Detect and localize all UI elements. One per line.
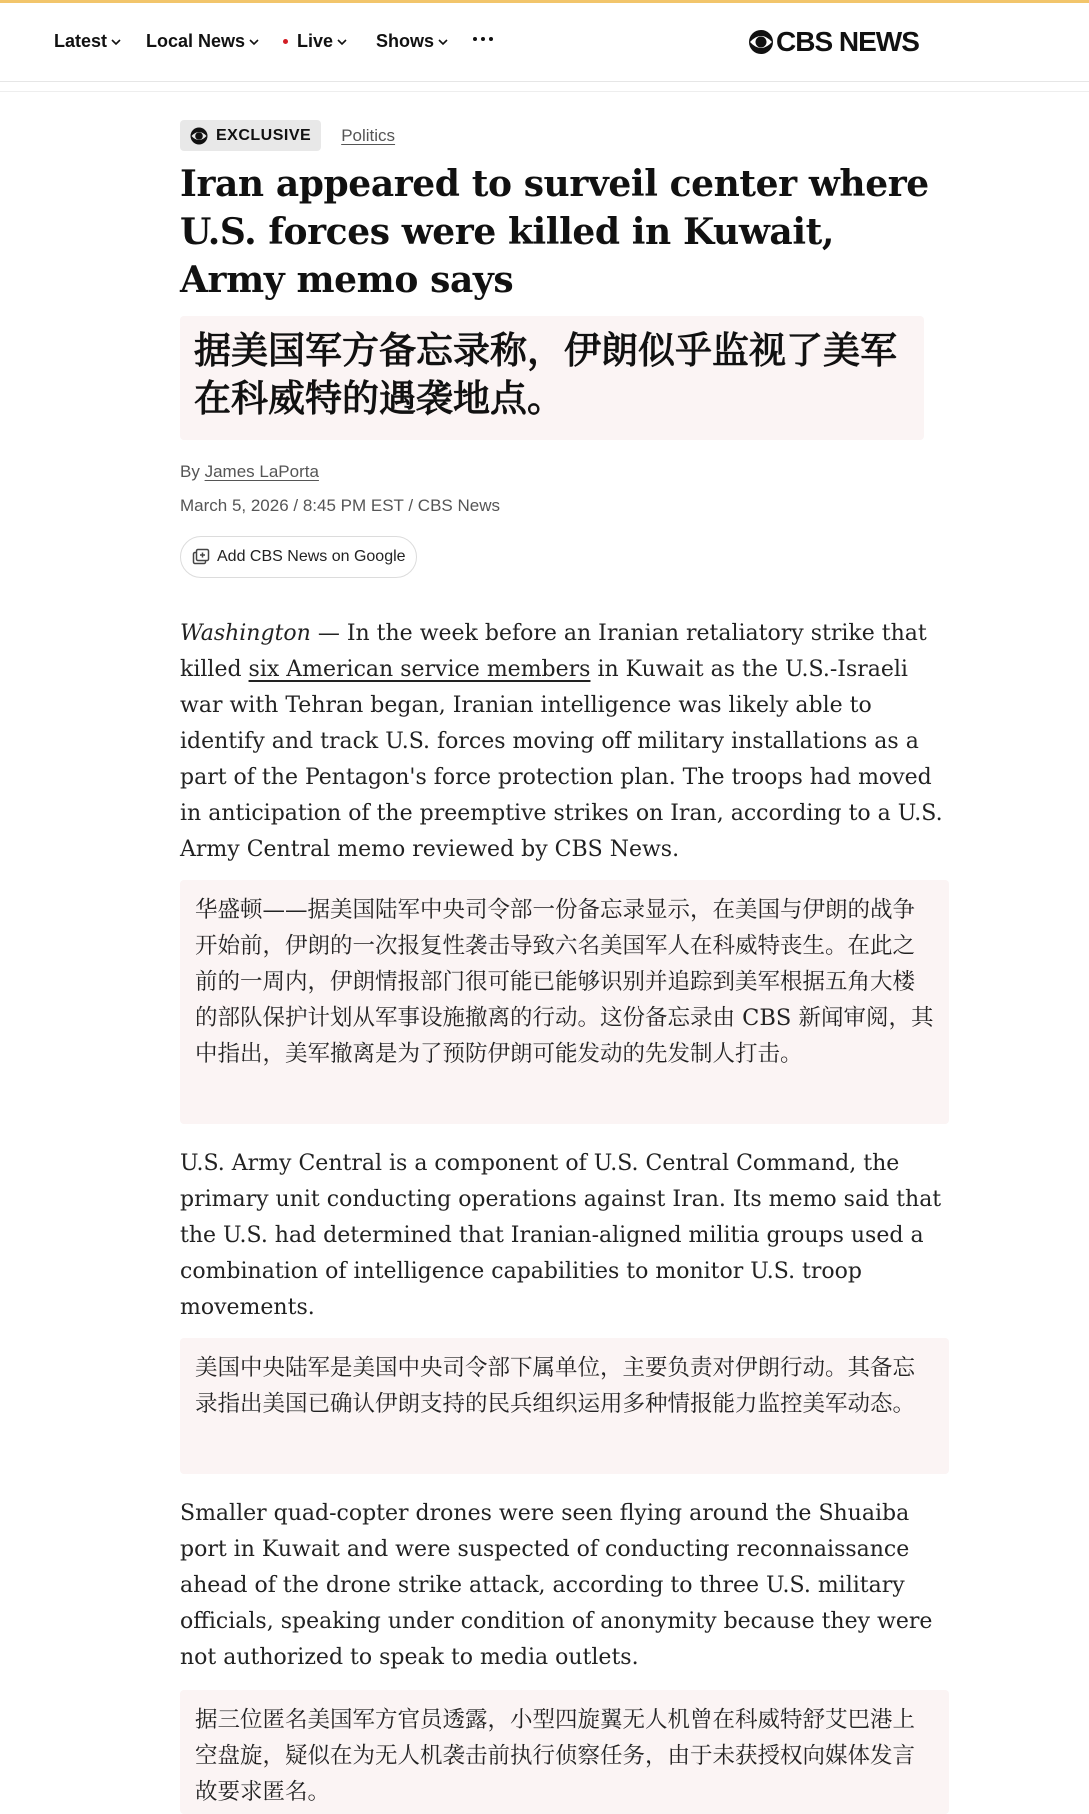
- chevron-down-icon: [249, 37, 259, 47]
- chevron-down-icon: [111, 37, 121, 47]
- nav-more-button[interactable]: [473, 37, 493, 41]
- cbs-eye-icon: [190, 127, 208, 145]
- nav-live-label: Live: [297, 31, 334, 51]
- byline: [180, 462, 319, 482]
- cbs-eye-icon: [748, 29, 774, 55]
- headline-translation-box: [180, 316, 924, 440]
- paragraph-2-translation-box: [180, 1338, 949, 1474]
- add-cbs-google-button[interactable]: [180, 536, 417, 578]
- chevron-down-icon: [337, 37, 347, 47]
- service-members-link[interactable]: six American service members: [248, 657, 591, 682]
- paragraph-3: Smaller quad-copter drones were seen flying around the Shuaiba port in Kuwait and were suspected of conducting reconnaissance ahead of the drone strike attack, according to three U.S. military officials, speaking under condition of anonymity because they were not authorized to speak to media outlets.: [180, 1501, 933, 1670]
- paragraph-1-translation: 华盛顿——据美国陆军中央司令部一份备忘录显示，在美国与伊朗的战争开始前，伊朗的一次报复性袭击导致六名美国军人在科威特丧生。在此之前的一周内，伊朗情报部门很可能已能够识别并追踪到美军根据五角大楼的部队保护计划从军事设施撤离的行动。这份备忘录由 CBS 新闻审阅，其中指出，美军撤离是为了预防伊朗可能发动的先发制人打击。: [195, 897, 934, 1067]
- article-headline: Iran appeared to surveil center where U.S. forces were killed in Kuwait, Army memo says: [180, 163, 929, 301]
- exclusive-badge: [180, 120, 321, 151]
- dateline: March 5, 2026 / 8:45 PM EST / CBS News: [180, 496, 500, 515]
- paragraph-2-translation: 美国中央陆军是美国中央司令部下属单位，主要负责对伊朗行动。其备忘录指出美国已确认伊朗支持的民兵组织运用多种情报能力监控美军动态。: [195, 1355, 916, 1417]
- google-button-label: Add CBS News on Google: [217, 548, 406, 565]
- article-tags: [180, 120, 395, 151]
- nav-local-news[interactable]: [146, 31, 259, 52]
- nav-latest-label: Latest: [54, 31, 108, 51]
- live-dot-icon: [283, 39, 288, 44]
- paragraph-1: [180, 616, 950, 868]
- chevron-down-icon: [438, 37, 448, 47]
- nav-latest[interactable]: [54, 31, 121, 52]
- category-link[interactable]: Politics: [341, 125, 396, 145]
- top-navbar: [0, 3, 1089, 82]
- paragraph-2: U.S. Army Central is a component of U.S. Central Command, the primary unit conducting operations against Iran. Its memo said that the U.S. had determined that Iranian-aligned militia groups used a combination of intelligence capabilities to monitor U.S. troop movements.: [180, 1151, 942, 1320]
- cbs-news-logo[interactable]: [748, 26, 919, 58]
- nav-shows[interactable]: [376, 31, 448, 52]
- paragraph-3-translation: 据三位匿名美国军方官员透露，小型四旋翼无人机曾在科威特舒艾巴港上空盘旋，疑似在为无人机袭击前执行侦察任务，由于未获授权向媒体发言故要求匿名。: [195, 1707, 916, 1805]
- nav-shows-label: Shows: [376, 31, 435, 51]
- nav-local-news-label: Local News: [146, 31, 246, 51]
- badge-label: EXCLUSIVE: [216, 126, 312, 144]
- dateline-word: Washington: [180, 621, 311, 646]
- paragraph-3-translation-box: [180, 1690, 949, 1814]
- nav-divider: [0, 91, 1089, 92]
- paragraph-1-rest: in Kuwait as the U.S.-Israeli war with Tehran began, Iranian intelligence was likely able to identify and track U.S. forces moving off military installations as a part of the Pentagon's force protection plan. The troops had moved in anticipation of the preemptive strikes on Iran, according to a U.S. Army Central memo reviewed by CBS News.: [180, 657, 943, 862]
- headline-translation: 据美国军方备忘录称，伊朗似乎监视了美军在科威特的遇袭地点。: [194, 328, 897, 420]
- add-source-icon: [191, 547, 211, 567]
- paragraph-1-lead: — In the week before an Iranian retaliatory strike that killed: [180, 621, 927, 682]
- byline-prefix: By: [180, 462, 200, 481]
- author-link[interactable]: James LaPorta: [204, 462, 319, 481]
- logo-text: CBS NEWS: [776, 26, 919, 57]
- nav-live[interactable]: [283, 31, 347, 52]
- paragraph-1-translation-box: [180, 880, 949, 1124]
- more-dots-icon: [473, 37, 493, 41]
